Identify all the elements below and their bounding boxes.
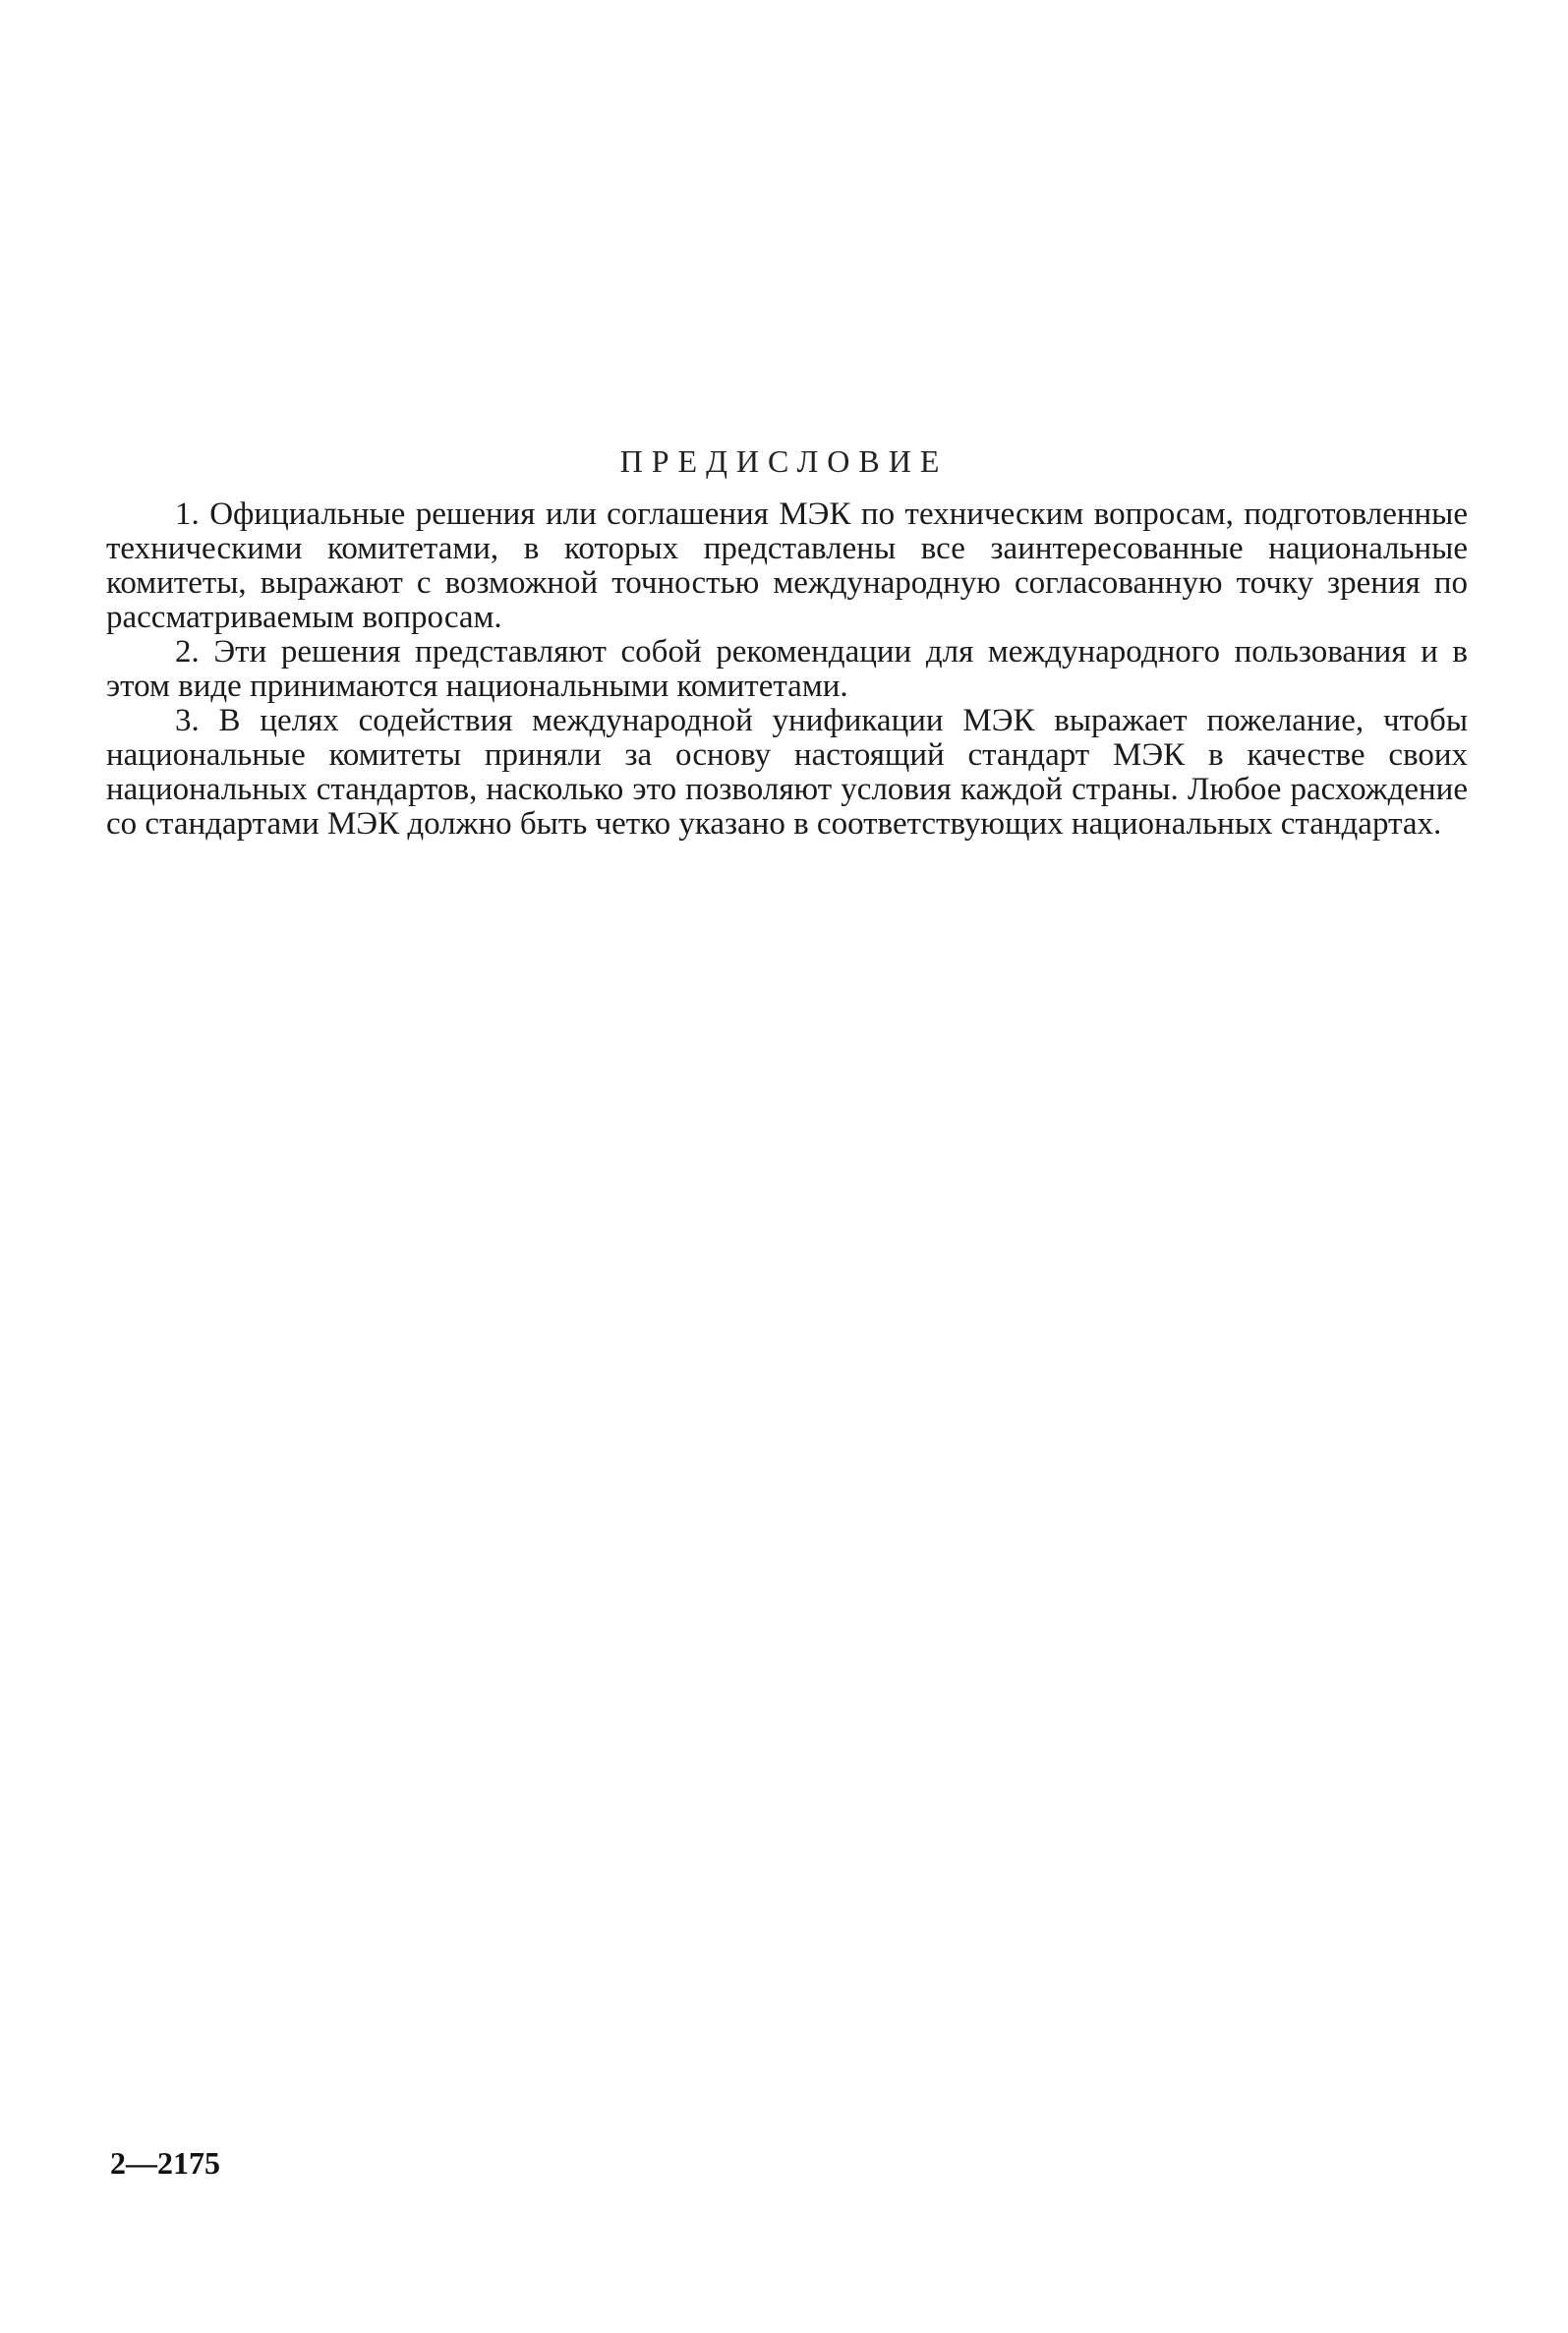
paragraph-2: 2. Эти решения представляют собой рекомендации для международного пользования и в этом виде принимаются национальными комитетами. <box>106 634 1468 704</box>
paragraph-1: 1. Официальные решения или соглашения МЭК по техническим вопросам, подготовленные техническими комитетами, в которых представлены все заинтересованные национальные комитеты, выражают с возможной точностью международную согласованную точку зрения по рассматриваемым вопросам. <box>106 496 1468 635</box>
printer-signature-mark: 2—2175 <box>110 2145 220 2181</box>
foreword-body <box>106 497 1468 842</box>
paragraph-3: 3. В целях содействия международной унификации МЭК выражает пожелание, чтобы национальные комитеты приняли за основу настоящий стандарт МЭК в качестве своих национальных стандартов, насколько это позволяют условия каждой страны. Любое расхождение со стандартами МЭК должно быть четко указано в соответствующих национальных стандартах. <box>106 703 1468 842</box>
page-title: ПРЕДИСЛОВИЕ <box>619 443 949 480</box>
